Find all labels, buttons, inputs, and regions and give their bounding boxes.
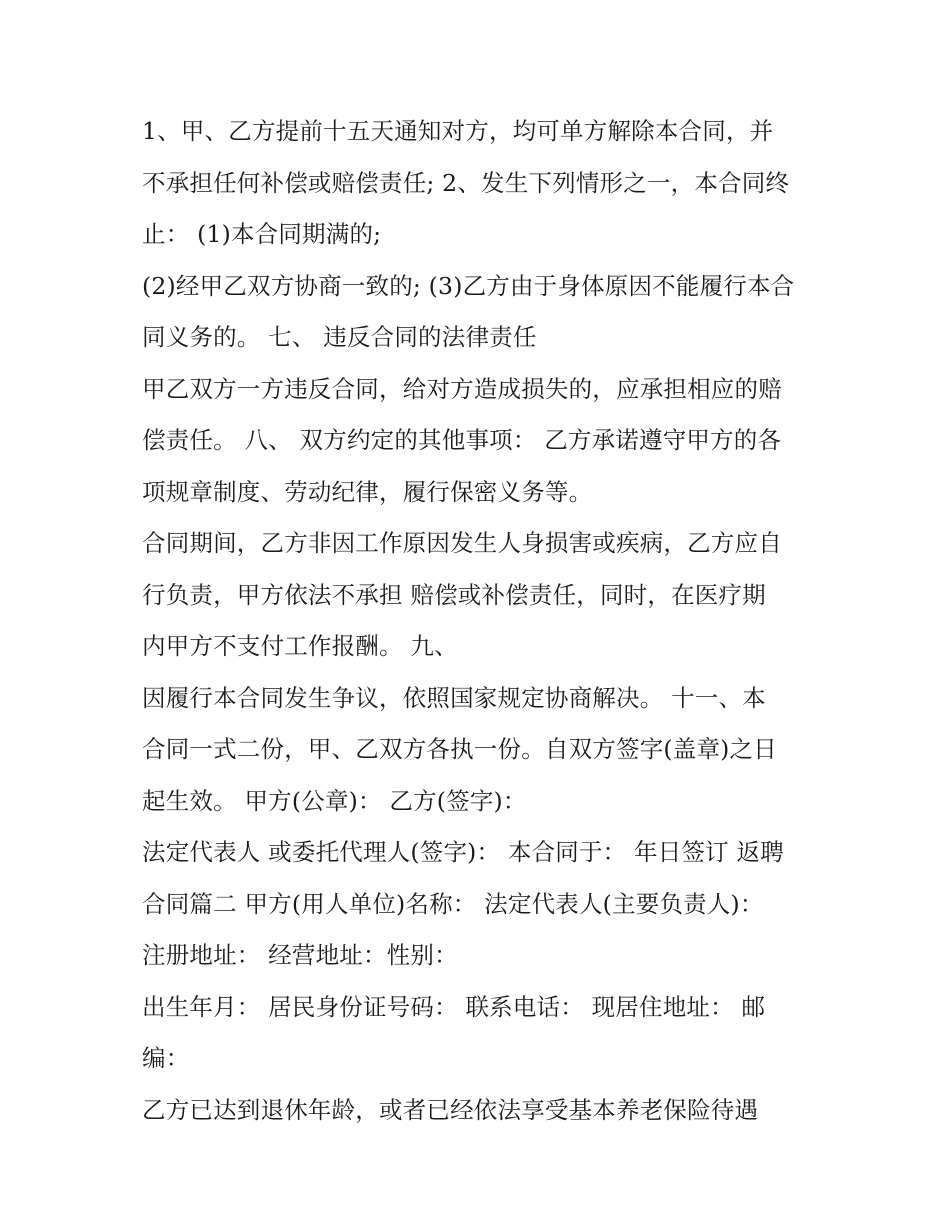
text-line: 合同期间，乙方非因工作原因发生人身损害或疾病，乙方应自 bbox=[142, 529, 782, 557]
text-line: 行负责，甲方依法不承担 赔偿或补偿责任，同时，在医疗期 bbox=[142, 580, 766, 609]
text-line: 不承担任何补偿或赔偿责任; 2、发生下列情形之一，本合同终 bbox=[142, 168, 790, 197]
text-line: 同义务的。 七、 违反合同的法律责任 bbox=[142, 323, 537, 351]
text-line: 法定代表人 或委托代理人(签字)： 本合同于： 年日签订 返聘 bbox=[142, 838, 784, 866]
text-line: 项规章制度、劳动纪律，履行保密义务等。 bbox=[142, 477, 593, 506]
text-line: 1、甲、乙方提前十五天通知对方，均可单方解除本合同，并 bbox=[142, 117, 774, 145]
text-line: 甲乙双方一方违反合同，给对方造成损失的，应承担相应的赔 bbox=[142, 374, 782, 403]
text-line: 内甲方不支付工作报酬。 九、 bbox=[142, 632, 458, 660]
document-body bbox=[142, 106, 842, 1136]
text-line: 止： (1)本合同期满的; bbox=[142, 220, 382, 248]
text-line: 乙方已达到退休年龄，或者已经依法享受基本养老保险待遇 bbox=[142, 1095, 759, 1124]
text-line: 编： bbox=[142, 1044, 190, 1072]
text-line: 偿责任。 八、 双方约定的其他事项： 乙方承诺遵守甲方的各 bbox=[142, 426, 782, 454]
text-line: 注册地址： 经营地址：性别： bbox=[142, 941, 458, 969]
text-line: 合同篇二 甲方(用人单位)名称： 法定代表人(主要负责人)： bbox=[142, 889, 764, 918]
text-line: 合同一式二份，甲、乙双方各执一份。自双方签字(盖章)之日 bbox=[142, 735, 777, 763]
text-line: 起生效。 甲方(公章)： 乙方(签字)： bbox=[142, 786, 527, 815]
text-line: (2)经甲乙双方协商一致的; (3)乙方由于身体原因不能履行本合 bbox=[142, 271, 795, 300]
text-line: 出生年月： 居民身份证号码： 联系电话： 现居住地址： 邮 bbox=[142, 992, 766, 1021]
text-line: 因履行本合同发生争议，依照国家规定协商解决。 十一、本 bbox=[142, 683, 766, 712]
